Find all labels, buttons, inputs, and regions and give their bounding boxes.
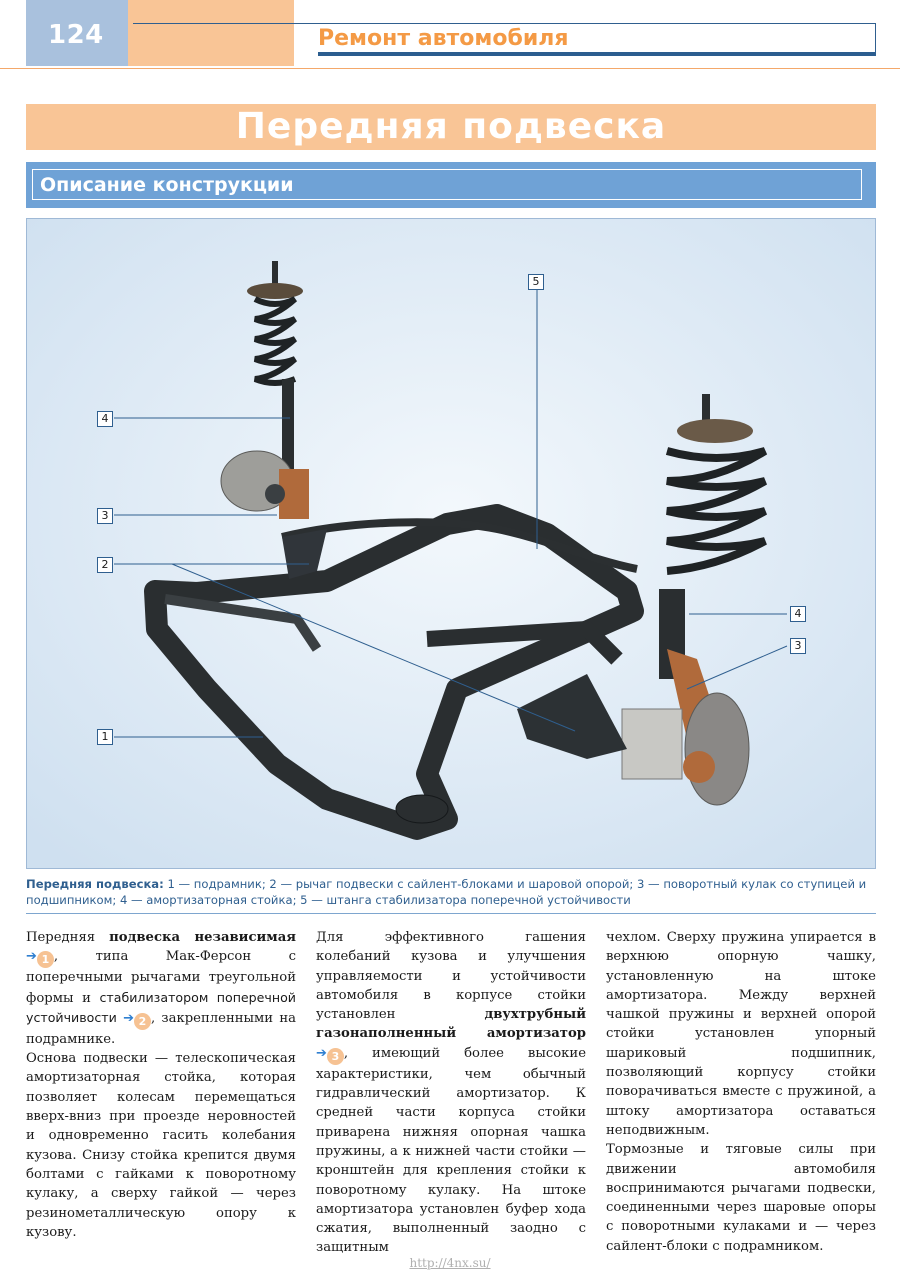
- text-column-2: [316, 928, 586, 1258]
- paragraph: [316, 928, 586, 1258]
- text-run: , имеющий более высокие характеристики, чем обычный гидравлический амортизатор. К средней части корпуса стойки приварена нижняя опорная чашка пружины, а к нижней части стойки — кронштейн для крепления стойки к поворотному кулаку. На штоке амортизатора установлен буфер хода сжатия, выполненный заодно с защитным: [316, 1045, 586, 1256]
- paragraph: Основа подвески — телескопическая амортизаторная стойка, которая позволяет колесам перемещаться вверх-вниз при проезде неровностей и одновременно гасить колебания кузова. Снизу стойка крепится двумя болтами с гайками к поворотному кулаку, а сверху гайкой — через резинометаллическую опору к кузову.: [26, 1051, 296, 1240]
- callout-4-left: 4: [97, 411, 113, 427]
- page-number-box: [26, 0, 128, 66]
- chapter-title: Передняя подвеска: [235, 106, 667, 147]
- callout-3-left: 3: [97, 508, 113, 524]
- caption-lead: Передняя подвеска:: [26, 877, 164, 891]
- subsection-title: Описание конструкции: [40, 174, 294, 196]
- header-orange-block: [128, 0, 294, 66]
- figure-reference: [26, 947, 54, 968]
- caption-text: 1 — подрамник; 2 — рычаг подвески с сайлент-блоками и шаровой опорой; 3 — поворотный кулак со ступицей и подшипником; 4 — амортизаторная стойка; 5 — штанга стабилизатора поперечной устойчивости: [26, 877, 867, 907]
- text-run: , закрепленными на подрамнике.: [26, 1010, 296, 1047]
- sans-term: стабилизатором поперечной устойчивости: [26, 989, 296, 1025]
- bold-term: подвеска независимая: [109, 930, 296, 945]
- chapter-banner: [26, 104, 876, 150]
- bold-term: двухтрубный газонаполненный амортизатор: [316, 1007, 586, 1042]
- callout-1: 1: [97, 729, 113, 745]
- subsection-banner: [26, 162, 876, 208]
- suspension-photo: [26, 218, 876, 869]
- caption-rule: [26, 913, 876, 914]
- reference-number: 3: [327, 1048, 344, 1065]
- suspension-illustration: [27, 219, 876, 869]
- callout-4-right: 4: [790, 606, 806, 622]
- reference-number: 1: [37, 951, 54, 968]
- paragraph: чехлом. Сверху пружина упирается в верхнюю опорную чашку, установленную на штоке амортизатора. Между верхней чашкой пружины и верхней опорой стойки установлен упорный шариковый подшипник, позволяющий корпусу стойки поворачиваться вместе с пружиной, а штоку амортизатора оставаться неподвижным.: [606, 930, 876, 1138]
- text-run: Передняя: [26, 930, 110, 945]
- callout-5: 5: [528, 274, 544, 290]
- callout-2: 2: [97, 557, 113, 573]
- text-run: , типа Мак-Ферсон с поперечными рычагами треугольной формы и: [26, 949, 296, 1006]
- text-column-1: [26, 928, 296, 1242]
- text-column-3: [606, 928, 876, 1256]
- header-bottom-bar: [318, 52, 875, 56]
- footer-link[interactable]: http://4nx.su/: [409, 1256, 491, 1270]
- arrow-right-icon: ➔: [26, 949, 37, 965]
- paragraph: [26, 928, 296, 1049]
- page-number: 124: [48, 20, 104, 50]
- paragraph: Тормозные и тяговые силы при движении автомобиля воспринимаются рычагами подвески, соединенными через шаровые опоры с поворотными кулаками и — через сайлент-блоки с подрамником.: [606, 1142, 876, 1254]
- running-section-title: Ремонт автомобиля: [318, 26, 569, 51]
- arrow-right-icon: ➔: [123, 1010, 134, 1026]
- figure-reference: [316, 1044, 344, 1065]
- header-rule: [0, 68, 900, 69]
- text-run: Для эффективного гашения колебаний кузова и улучшения управляемости и устойчивости автомобиля в корпусе стойки установлен: [316, 930, 586, 1023]
- arrow-right-icon: ➔: [316, 1045, 327, 1061]
- callout-3-right: 3: [790, 638, 806, 654]
- figure-reference: [123, 1009, 151, 1030]
- reference-number: 2: [134, 1013, 151, 1030]
- figure-caption: [26, 876, 876, 908]
